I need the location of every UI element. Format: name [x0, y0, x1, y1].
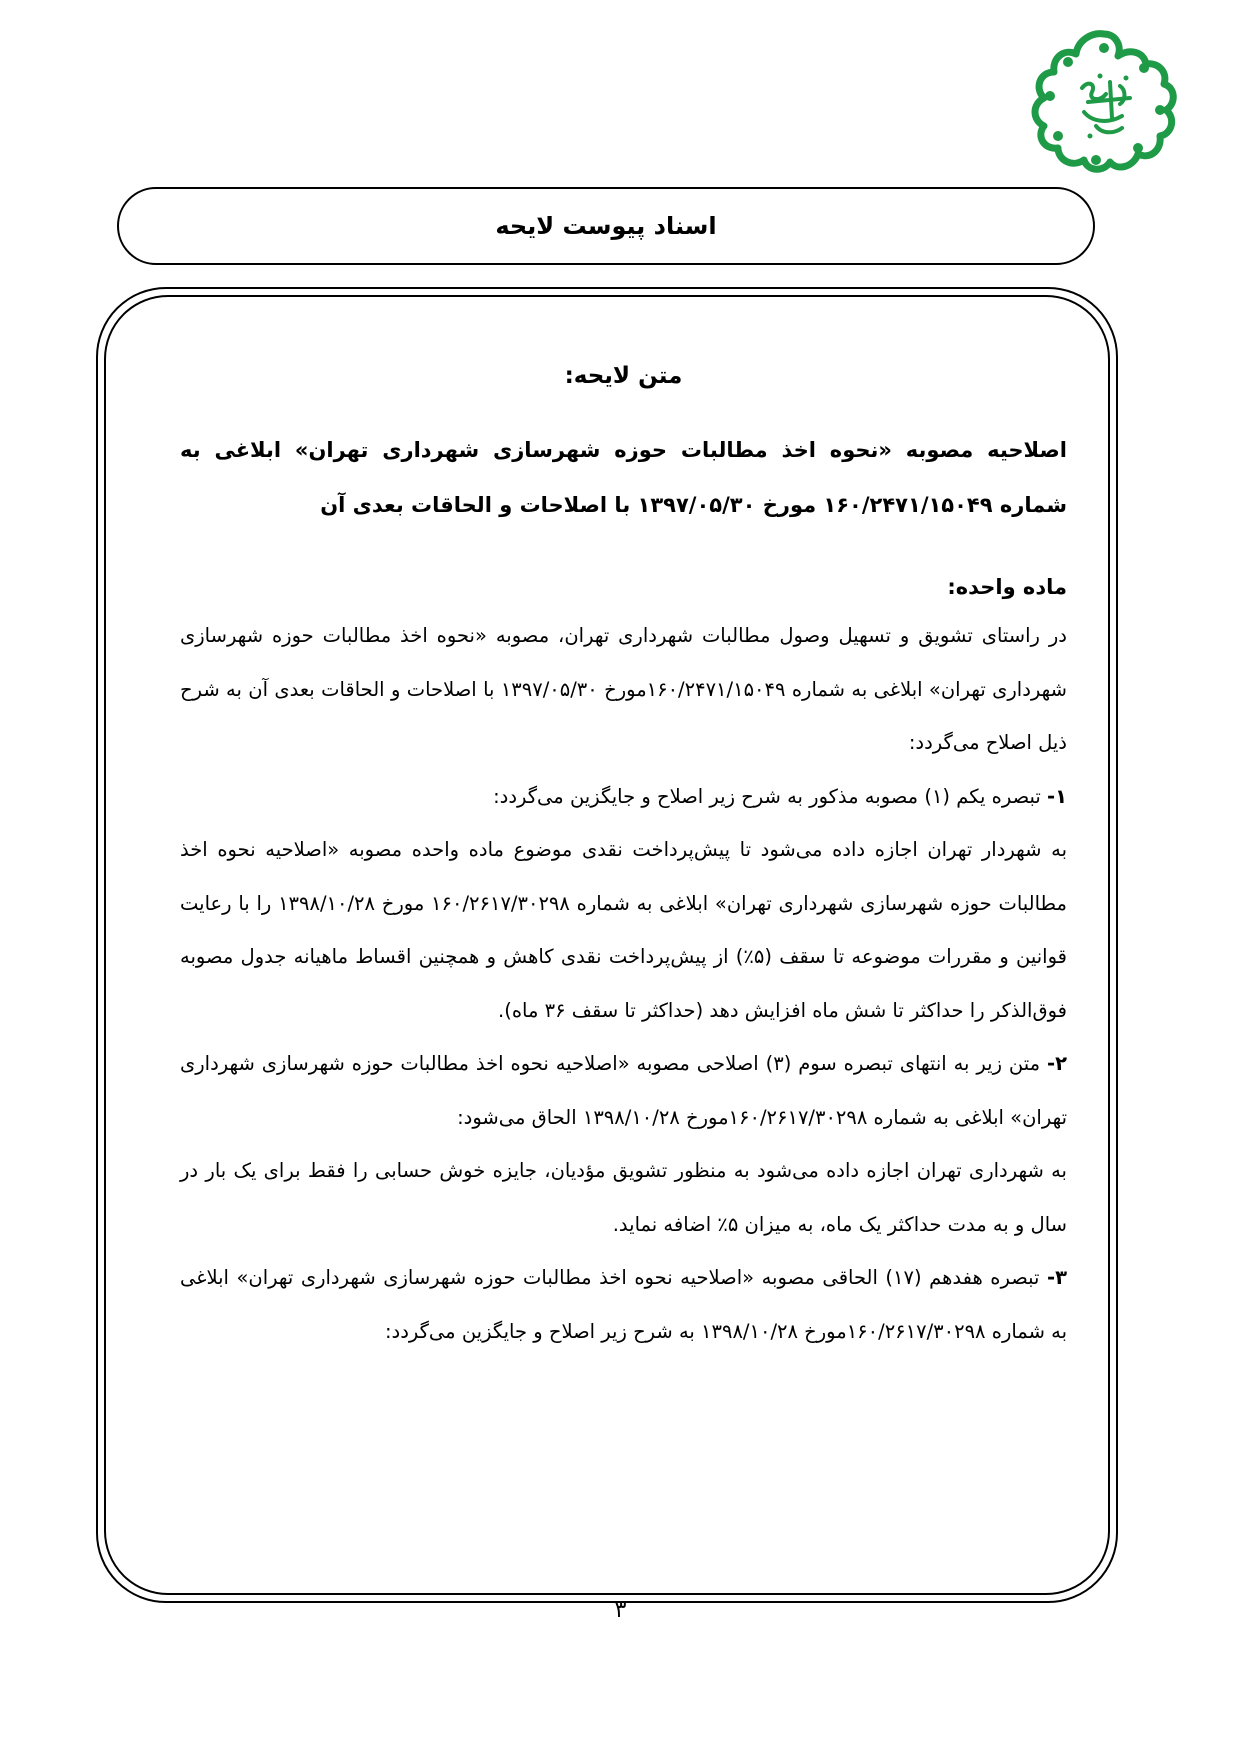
header-box — [117, 187, 1095, 265]
clause-1-body: به شهردار تهران اجازه داده می‌شود تا پیش‌پرداخت نقدی موضوع ماده واحده مصوبه «اصلاحیه نحوه اخذ مطالبات حوزه شهرسازی شهرداری تهران» ابلاغی به شماره ۱۶۰/۲۶۱۷/۳۰۲۹۸ مورخ ۱۳۹۸/۱۰/۲۸ را با رعایت قوانین و مقررات موضوعه تا سقف (۵٪) از پیش‌پرداخت نقدی کاهش و همچنین اقساط ماهیانه جدول مصوبه فوق‌الذکر را حداکثر تا شش ماه افزایش دهد (حداکثر تا سقف ۳۶ ماه). — [180, 838, 1067, 1022]
clause-3-text: تبصره هفدهم (۱۷) الحاقی مصوبه «اصلاحیه نحوه اخذ مطالبات حوزه شهرسازی شهرداری تهران» ابلاغی به شماره ۱۶۰/۲۶۱۷/۳۰۲۹۸مورخ ۱۳۹۸/۱۰/۲۸ به شرح زیر اصلاح و جایگزین می‌گردد: — [180, 1266, 1067, 1343]
page-number: ۳ — [614, 1598, 627, 1623]
clause-2-text: متن زیر به انتهای تبصره سوم (۳) اصلاحی مصوبه «اصلاحیه نحوه اخذ مطالبات حوزه شهرسازی شهرداری تهران» ابلاغی به شماره ۱۶۰/۲۶۱۷/۳۰۲۹۸مورخ ۱۳۹۸/۱۰/۲۸ الحاق می‌شود: — [180, 1052, 1067, 1129]
document-title: متن لایحه: — [564, 363, 683, 389]
clause-3 — [180, 1251, 1067, 1358]
document-content — [180, 355, 1067, 1358]
clause-2-body: به شهرداری تهران اجازه داده می‌شود به منظور تشویق مؤدیان، جایزه خوش حسابی را فقط برای یک بار در سال و به مدت حداکثر یک ماه، به میزان ۵٪ اضافه نماید. — [180, 1159, 1067, 1236]
clause-1 — [180, 770, 1067, 824]
header-title: اسناد پیوست لایحه — [495, 212, 717, 240]
clause-1-number: ۱- — [1047, 784, 1067, 808]
article-heading: ماده واحده: — [947, 575, 1067, 599]
clause-3-number: ۳- — [1047, 1266, 1068, 1289]
clause-2-number: ۲- — [1047, 1052, 1067, 1075]
intro-paragraph: در راستای تشویق و تسهیل وصول مطالبات شهرداری تهران، مصوبه «نحوه اخذ مطالبات حوزه شهرسازی شهرداری تهران» ابلاغی به شماره ۱۶۰/۲۴۷۱/۱۵۰۴۹مورخ ۱۳۹۷/۰۵/۳۰ با اصلاحات و الحاقات بعدی آن به شرح ذیل اصلاح می‌گردد: — [180, 624, 1067, 754]
document-subject: اصلاحیه مصوبه «نحوه اخذ مطالبات حوزه شهرسازی شهرداری تهران» ابلاغی به شماره ۱۶۰/۲۴۷۱/۱۵۰۴۹ مورخ ۱۳۹۷/۰۵/۳۰ با اصلاحات و الحاقات بعدی آن — [180, 438, 1067, 517]
tehran-municipality-logo-icon — [1026, 26, 1182, 182]
clause-1-text: تبصره یکم (۱) مصوبه مذکور به شرح زیر اصلاح و جایگزین می‌گردد: — [493, 784, 1047, 808]
clause-2 — [180, 1037, 1067, 1144]
